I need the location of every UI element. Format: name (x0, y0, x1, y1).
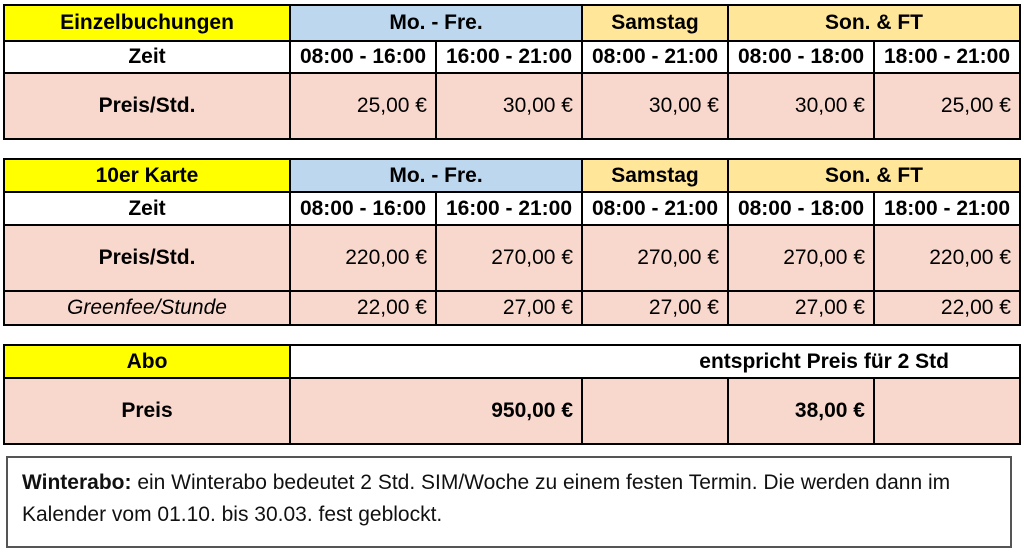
karte-greenfee-label: Greenfee/Stunde (4, 291, 290, 325)
karte-header-weekday: Mo. - Fre. (290, 159, 582, 192)
karte-greenfee-cell: 22,00 € (290, 291, 436, 325)
karte-time-cell: 16:00 - 21:00 (436, 192, 582, 225)
abo-note: entspricht Preis für 2 Std (699, 349, 949, 373)
einzel-time-row (4, 41, 1020, 73)
einzel-header-sunday: Son. & FT (728, 5, 1020, 41)
karte-preis-label: Preis/Std. (4, 225, 290, 291)
karte-time-cell: 18:00 - 21:00 (874, 192, 1020, 225)
einzel-price-cell: 25,00 € (290, 73, 436, 139)
karte-zeit-label: Zeit (4, 192, 290, 225)
einzel-time-cell: 08:00 - 18:00 (728, 41, 874, 73)
einzel-price-cell: 30,00 € (582, 73, 728, 139)
einzel-price-cell: 30,00 € (436, 73, 582, 139)
einzel-price-row (4, 73, 1020, 139)
karte-price-cell: 270,00 € (728, 225, 874, 291)
winterabo-text: ein Winterabo bedeutet 2 Std. SIM/Woche zu einem festen Termin. Die werden dann im Kalender vom 01.10. bis 30.03. fest geblockt. (22, 471, 951, 526)
abo-header-row (4, 345, 1020, 378)
karte-price-cell: 270,00 € (582, 225, 728, 291)
einzel-time-cell: 08:00 - 21:00 (582, 41, 728, 73)
abo-price: 950,00 € (436, 378, 582, 444)
separator (4, 325, 1020, 345)
karte-price-cell: 220,00 € (874, 225, 1020, 291)
price-table (3, 4, 1021, 445)
einzel-time-cell: 08:00 - 16:00 (290, 41, 436, 73)
abo-per-hour: 38,00 € (728, 378, 874, 444)
einzel-zeit-label: Zeit (4, 41, 290, 73)
karte-greenfee-cell: 27,00 € (436, 291, 582, 325)
abo-empty-cell (290, 378, 436, 444)
karte-time-row (4, 192, 1020, 225)
abo-preis-label: Preis (4, 378, 290, 444)
abo-empty-cell (874, 378, 1020, 444)
abo-title: Abo (4, 345, 290, 378)
einzel-preis-label: Preis/Std. (4, 73, 290, 139)
winterabo-note (6, 456, 1012, 548)
karte-time-cell: 08:00 - 16:00 (290, 192, 436, 225)
winterabo-label: Winterabo: (22, 471, 132, 494)
abo-note-cell (290, 345, 1020, 378)
einzel-header-row (4, 5, 1020, 41)
einzel-title: Einzelbuchungen (4, 5, 290, 41)
einzel-header-weekday: Mo. - Fre. (290, 5, 582, 41)
abo-empty-cell (582, 378, 728, 444)
karte-greenfee-cell: 27,00 € (582, 291, 728, 325)
karte-price-cell: 220,00 € (290, 225, 436, 291)
karte-price-cell: 270,00 € (436, 225, 582, 291)
einzel-price-cell: 25,00 € (874, 73, 1020, 139)
karte-greenfee-cell: 22,00 € (874, 291, 1020, 325)
einzel-header-saturday: Samstag (582, 5, 728, 41)
einzel-price-cell: 30,00 € (728, 73, 874, 139)
einzel-time-cell: 18:00 - 21:00 (874, 41, 1020, 73)
separator (4, 139, 1020, 159)
karte-greenfee-cell: 27,00 € (728, 291, 874, 325)
karte-time-cell: 08:00 - 21:00 (582, 192, 728, 225)
karte-title: 10er Karte (4, 159, 290, 192)
karte-price-row (4, 225, 1020, 291)
karte-header-saturday: Samstag (582, 159, 728, 192)
karte-time-cell: 08:00 - 18:00 (728, 192, 874, 225)
karte-header-sunday: Son. & FT (728, 159, 1020, 192)
karte-header-row (4, 159, 1020, 192)
karte-greenfee-row (4, 291, 1020, 325)
einzel-time-cell: 16:00 - 21:00 (436, 41, 582, 73)
abo-price-row (4, 378, 1020, 444)
